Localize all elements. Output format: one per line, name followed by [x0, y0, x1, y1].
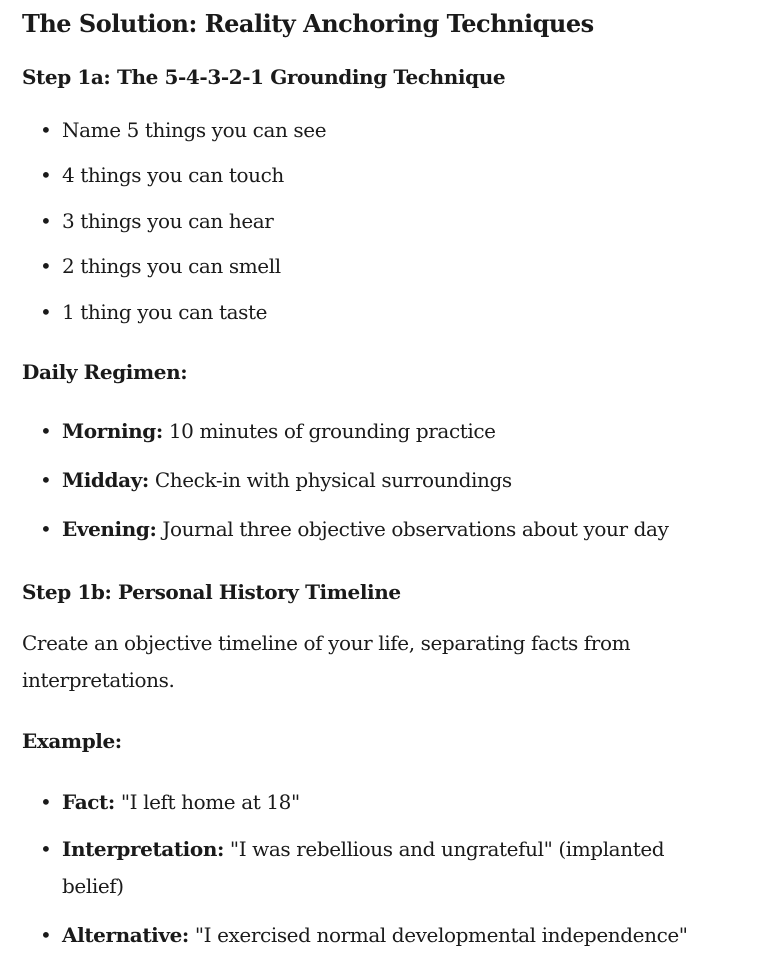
bullet-icon: • — [40, 837, 52, 861]
section-title: The Solution: Reality Anchoring Techniques — [22, 9, 594, 38]
bullet-icon: • — [40, 923, 52, 947]
item-text: Check-in with physical surroundings — [148, 468, 512, 492]
timeline-paragraph: Create an objective timeline of your life, separating facts from interpretations. — [22, 631, 631, 692]
item-label: Evening: — [62, 517, 157, 541]
item-text: "I left home at 18" — [114, 790, 300, 814]
daily-regimen-heading: Daily Regimen: — [22, 360, 188, 384]
article-page: The Solution: Reality Anchoring Techniques Step 1a: The 5-4-3-2-1 Grounding Technique • Name 5 things you can see • 4 things you can touch • 3 things you can hear • 2 things you can smell • 1 thing you can taste Daily Regimen: • Morning: 10 minutes of grounding practice • Midday: Check-in with physical surroundings • Evening: Journal three objective observations about your day Step 1b: Personal History Timeline Create an objective timeline of your life, separating facts from interpretations. Example: • Fact: "I left home at 18" • Interpretation: "I was rebellious and ungrateful" (implanted belief) • Alternative: "I exercised normal developmental independence" — [0, 0, 777, 948]
item-text: "I was rebellious and ungrateful" (implanted — [223, 837, 665, 861]
bullet-icon: • — [40, 118, 52, 142]
bullet-icon: • — [40, 468, 52, 492]
item-label: Morning: — [62, 419, 163, 443]
item-text: Journal three objective observations about your day — [156, 517, 669, 541]
item-label: Alternative: — [62, 923, 189, 947]
bullet-icon: • — [40, 300, 52, 324]
bullet-icon: • — [40, 209, 52, 233]
bullet-icon: • — [40, 254, 52, 278]
item-text-continued: belief) — [62, 874, 124, 898]
item-label: Interpretation: — [62, 837, 224, 861]
item-label: Midday: — [62, 468, 149, 492]
item-text: 10 minutes of grounding practice — [162, 419, 496, 443]
item-text: "I exercised normal developmental independence" — [188, 923, 688, 947]
bullet-icon: • — [40, 163, 52, 187]
item-label: Fact: — [62, 790, 115, 814]
bullet-icon: • — [40, 419, 52, 443]
bullet-icon: • — [40, 517, 52, 541]
step-1a-heading: Step 1a: The 5-4-3-2-1 Grounding Technique — [22, 65, 506, 89]
step-1b-heading: Step 1b: Personal History Timeline — [22, 580, 401, 604]
example-heading: Example: — [22, 729, 122, 753]
bullet-icon: • — [40, 790, 52, 814]
